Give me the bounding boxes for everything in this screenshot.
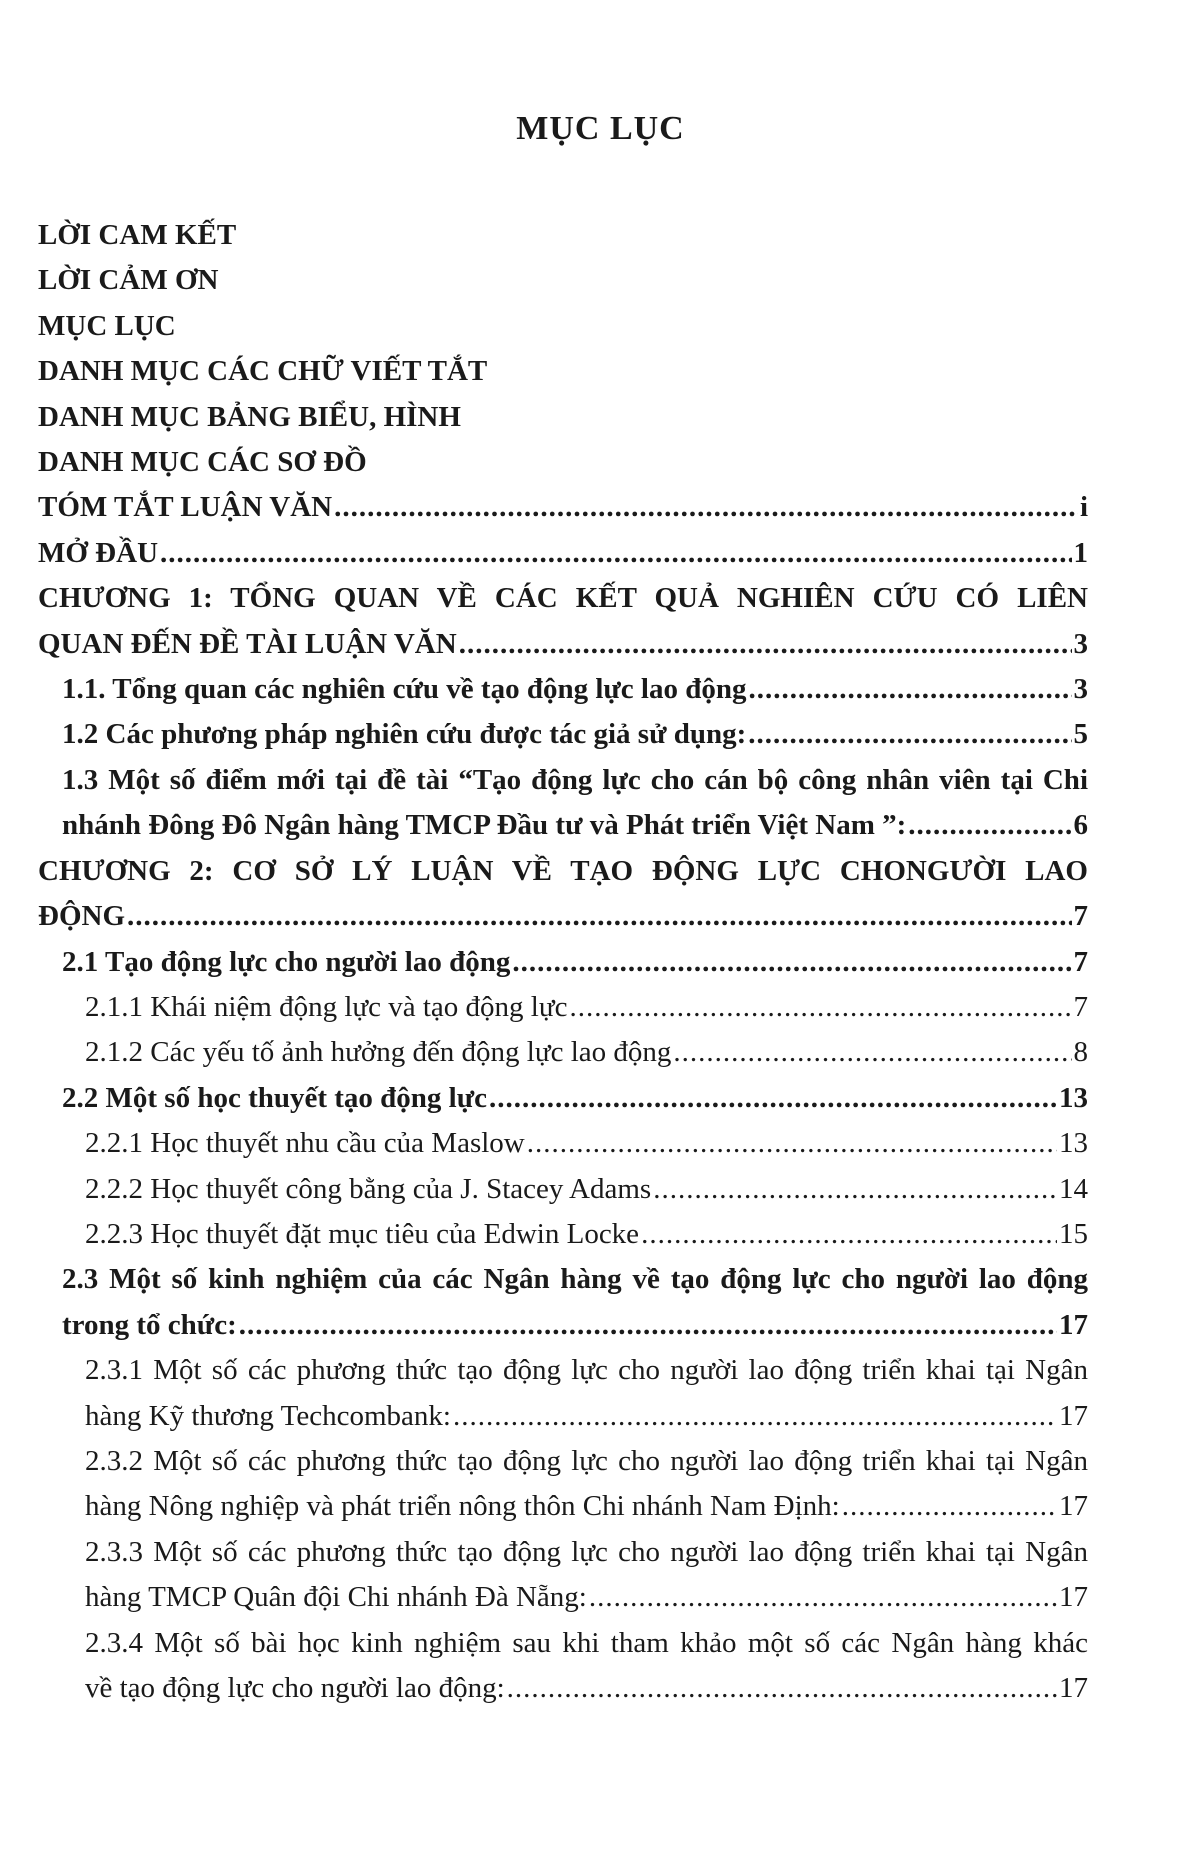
toc-entry-loi-cam-ket: LỜI CAM KẾT xyxy=(38,219,237,251)
toc-page-number: 1 xyxy=(1073,536,1088,569)
toc-entry-title: 1.1. Tổng quan các nghiên cứu về tạo động lực lao động xyxy=(62,673,747,706)
toc-entry-2-1-2 xyxy=(38,1030,1088,1075)
dot-leader xyxy=(459,622,1072,667)
toc-page-number: 7 xyxy=(1073,900,1088,933)
toc-entry-title: về tạo động lực cho người lao động: xyxy=(85,1672,505,1704)
toc-entry-title: 2.2.2 Học thuyết công bằng của J. Stacey Adams xyxy=(85,1172,652,1205)
toc-page-number: 3 xyxy=(1073,627,1088,660)
toc-page-number: 17 xyxy=(1059,1581,1088,1614)
toc-entry-2-1-1 xyxy=(38,985,1088,1030)
toc-entry-2-3-4 xyxy=(38,1666,1088,1711)
toc-entry-2-3-3-line1: 2.3.3 Một số các phương thức tạo động lực cho người lao động triển khai tại Ngân xyxy=(85,1535,1088,1568)
toc-page-number: 14 xyxy=(1059,1172,1088,1205)
dot-leader xyxy=(489,1076,1057,1121)
toc-entry-mo-dau xyxy=(38,531,1088,576)
toc-page-number: 17 xyxy=(1059,1399,1088,1432)
toc-entry-title: MỞ ĐẦU xyxy=(38,536,159,569)
toc-page-number: 17 xyxy=(1059,1308,1088,1341)
toc-entry-title: 2.1.1 Khái niệm động lực và tạo động lực xyxy=(85,990,568,1023)
page-title: MỤC LỤC xyxy=(516,110,685,147)
dot-leader xyxy=(748,667,1071,712)
dot-leader xyxy=(512,940,1071,985)
dot-leader xyxy=(160,531,1071,576)
toc-entry-muc-luc: MỤC LỤC xyxy=(38,309,176,342)
dot-leader xyxy=(653,1167,1057,1212)
dot-leader xyxy=(507,1666,1057,1711)
toc-page-number: 5 xyxy=(1073,718,1088,751)
toc-entry-chuong-1-line1: CHƯƠNG 1: TỔNG QUAN VỀ CÁC KẾT QUẢ NGHIÊN CỨU CÓ LIÊN xyxy=(38,582,1088,615)
toc-page-number: i xyxy=(1079,491,1088,524)
toc-entry-title: TÓM TẮT LUẬN VĂN xyxy=(38,491,333,524)
dot-leader xyxy=(239,1303,1057,1348)
toc-entry-2-3-1 xyxy=(38,1394,1088,1439)
toc-entry-2-1 xyxy=(38,940,1088,985)
toc-page-number: 7 xyxy=(1073,945,1088,978)
dot-leader xyxy=(453,1394,1057,1439)
toc-entry-title: 2.1 Tạo động lực cho người lao động xyxy=(62,945,511,978)
toc-entry-title: 2.2.1 Học thuyết nhu cầu của Maslow xyxy=(85,1127,525,1160)
dot-leader xyxy=(527,1121,1057,1166)
toc-entry-title: 2.1.2 Các yếu tố ảnh hưởng đến động lực lao động xyxy=(85,1036,672,1069)
dot-leader xyxy=(908,803,1071,848)
toc-entry-2-2 xyxy=(38,1076,1088,1121)
toc-entry-danh-muc-chu-viet-tat: DANH MỤC CÁC CHỮ VIẾT TẮT xyxy=(38,355,488,388)
toc-entry-2-3-2 xyxy=(38,1484,1088,1529)
toc-entry-title: nhánh Đông Đô Ngân hàng TMCP Đầu tư và Phát triển Việt Nam ”: xyxy=(62,809,907,842)
toc-entry-danh-muc-so-do: DANH MỤC CÁC SƠ ĐỒ xyxy=(38,446,367,479)
toc-entry-2-3-4-line1: 2.3.4 Một số bài học kinh nghiệm sau khi tham khảo một số các Ngân hàng khác xyxy=(85,1626,1088,1659)
dot-leader xyxy=(748,712,1071,757)
dot-leader xyxy=(334,485,1078,530)
toc-page-number: 8 xyxy=(1073,1036,1088,1069)
dot-leader xyxy=(127,894,1072,939)
toc-entry-2-3-3 xyxy=(38,1575,1088,1620)
toc-entry-title: hàng TMCP Quân đội Chi nhánh Đà Nẵng: xyxy=(85,1581,587,1614)
dot-leader xyxy=(673,1030,1071,1075)
toc-entry-title: trong tổ chức: xyxy=(62,1308,237,1341)
dot-leader xyxy=(569,985,1071,1030)
toc-entry-title: 2.2 Một số học thuyết tạo động lực xyxy=(62,1081,488,1114)
dot-leader xyxy=(589,1575,1057,1620)
toc-entry-1-3 xyxy=(38,803,1088,848)
toc-entry-chuong-2 xyxy=(38,894,1088,939)
toc-entry-title: QUAN ĐẾN ĐỀ TÀI LUẬN VĂN xyxy=(38,627,457,660)
toc-page-number: 7 xyxy=(1073,990,1088,1023)
toc-entry-title: ĐỘNG xyxy=(38,900,125,933)
toc-page-number: 3 xyxy=(1073,673,1088,706)
toc-entry-title: 2.2.3 Học thuyết đặt mục tiêu của Edwin Locke xyxy=(85,1217,640,1250)
toc-entry-title: hàng Nông nghiệp và phát triển nông thôn Chi nhánh Nam Định: xyxy=(85,1490,840,1523)
toc-entry-2-2-2 xyxy=(38,1167,1088,1212)
toc-page-number: 15 xyxy=(1059,1217,1088,1250)
toc-entry-chuong-2-line1: CHƯƠNG 2: CƠ SỞ LÝ LUẬN VỀ TẠO ĐỘNG LỰC CHONGƯỜI LAO xyxy=(38,854,1088,887)
toc-entry-danh-muc-bang-bieu: DANH MỤC BẢNG BIỂU, HÌNH xyxy=(38,400,461,433)
dot-leader xyxy=(842,1484,1057,1529)
toc-entry-1-3-line1: 1.3 Một số điểm mới tại đề tài “Tạo động lực cho cán bộ công nhân viên tại Chi xyxy=(62,763,1088,796)
toc-entry-2-3-2-line1: 2.3.2 Một số các phương thức tạo động lực cho người lao động triển khai tại Ngân xyxy=(85,1444,1088,1477)
toc-entry-2-2-3 xyxy=(38,1212,1088,1257)
toc-entry-2-2-1 xyxy=(38,1121,1088,1166)
toc-entry-title: hàng Kỹ thương Techcombank: xyxy=(85,1399,451,1432)
toc-entry-loi-cam-on: LỜI CẢM ƠN xyxy=(38,264,219,297)
table-of-contents xyxy=(38,213,1088,1711)
toc-entry-chuong-1 xyxy=(38,622,1088,667)
toc-page-number: 6 xyxy=(1073,809,1088,842)
toc-page-number: 13 xyxy=(1059,1127,1088,1160)
toc-entry-title: 1.2 Các phương pháp nghiên cứu được tác giả sử dụng: xyxy=(62,718,747,751)
toc-entry-1-2 xyxy=(38,712,1088,757)
toc-page-number: 13 xyxy=(1059,1081,1088,1114)
toc-entry-2-3 xyxy=(38,1303,1088,1348)
toc-entry-2-3-line1: 2.3 Một số kinh nghiệm của các Ngân hàng về tạo động lực cho người lao động xyxy=(62,1263,1088,1296)
toc-entry-2-3-1-line1: 2.3.1 Một số các phương thức tạo động lực cho người lao động triển khai tại Ngân xyxy=(85,1354,1088,1387)
toc-page-number: 17 xyxy=(1059,1672,1088,1704)
dot-leader xyxy=(641,1212,1057,1257)
toc-entry-tom-tat xyxy=(38,485,1088,530)
toc-entry-1-1 xyxy=(38,667,1088,712)
toc-page-number: 17 xyxy=(1059,1490,1088,1523)
